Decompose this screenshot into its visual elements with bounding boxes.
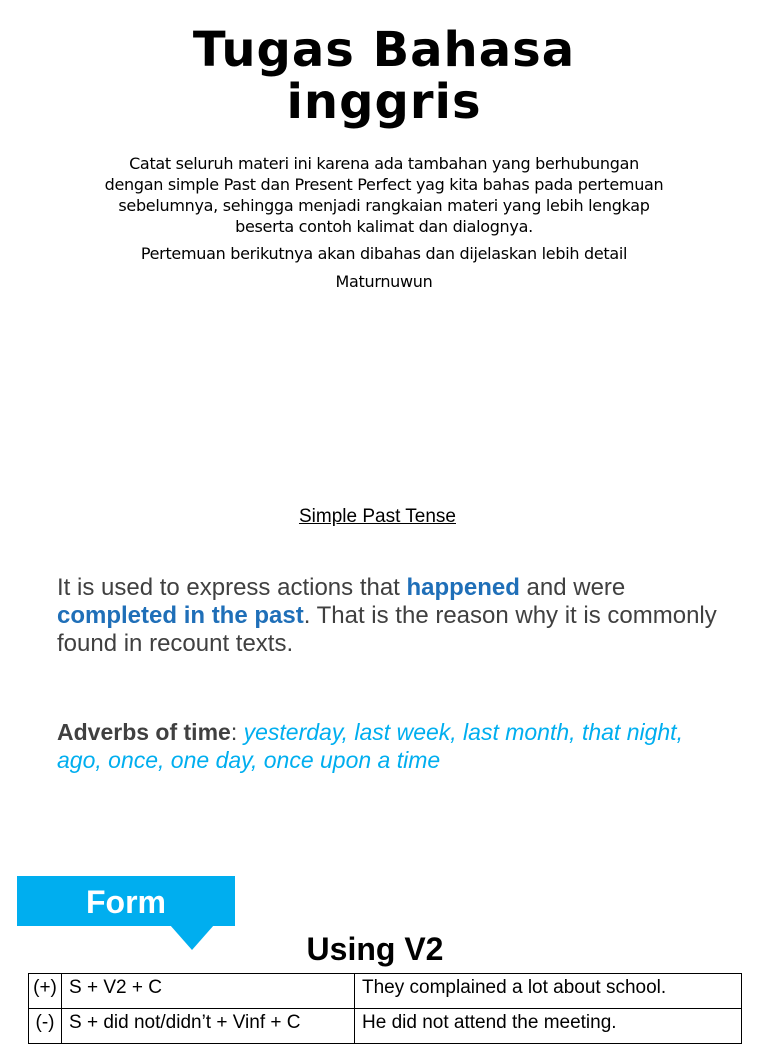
table-cell-sign: (+) [29,974,62,1009]
using-title: Using V2 [306,931,444,967]
form-table [28,973,742,1044]
table-cell-formula: S + V2 + C [62,974,355,1009]
table-cell-example: They complained a lot about school. [355,974,742,1009]
adverbs-list: yesterday, last week, last month, that night, ago, once, one day, once upon a time [57,719,683,773]
definition-text [57,574,717,658]
table-row [29,974,742,1009]
definition-part-3: . That is the reason why it is commonly found in recount texts. [57,602,717,657]
definition-highlight-happened: happened [406,574,520,601]
form-banner: Form [17,876,235,926]
definition-part-2: and were [519,574,626,601]
table-row [29,1009,742,1044]
adverbs-of-time [57,718,717,774]
intro-paragraph-3: Maturnuwun [335,272,433,291]
table-cell-formula: S + did not/didn’t + Vinf + C [62,1009,355,1044]
definition-highlight-completed: completed in the past [57,602,304,629]
definition-part-1: It is used to express actions that [57,574,407,601]
page-title [0,24,768,128]
intro-paragraph-1: Catat seluruh materi ini karena ada tambahan yang berhubungan dengan simple Past dan Present Perfect yag kita bahas pada pertemuan sebelumnya, sehingga menjadi rangkaian materi yang lebih lengkap beserta contoh kalimat dan dialognya. [104,154,664,236]
intro-notes [100,153,668,292]
title-line-1: Tugas Bahasa [192,22,576,78]
intro-paragraph-2: Pertemuan berikutnya akan dibahas dan dijelaskan lebih detail [140,244,628,263]
section-title: Simple Past Tense [298,506,456,527]
table-cell-example: He did not attend the meeting. [355,1009,742,1044]
adverbs-separator: : [230,719,244,745]
title-line-2: inggris [286,74,482,130]
table-cell-sign: (-) [29,1009,62,1044]
adverbs-label: Adverbs of time [57,719,231,745]
